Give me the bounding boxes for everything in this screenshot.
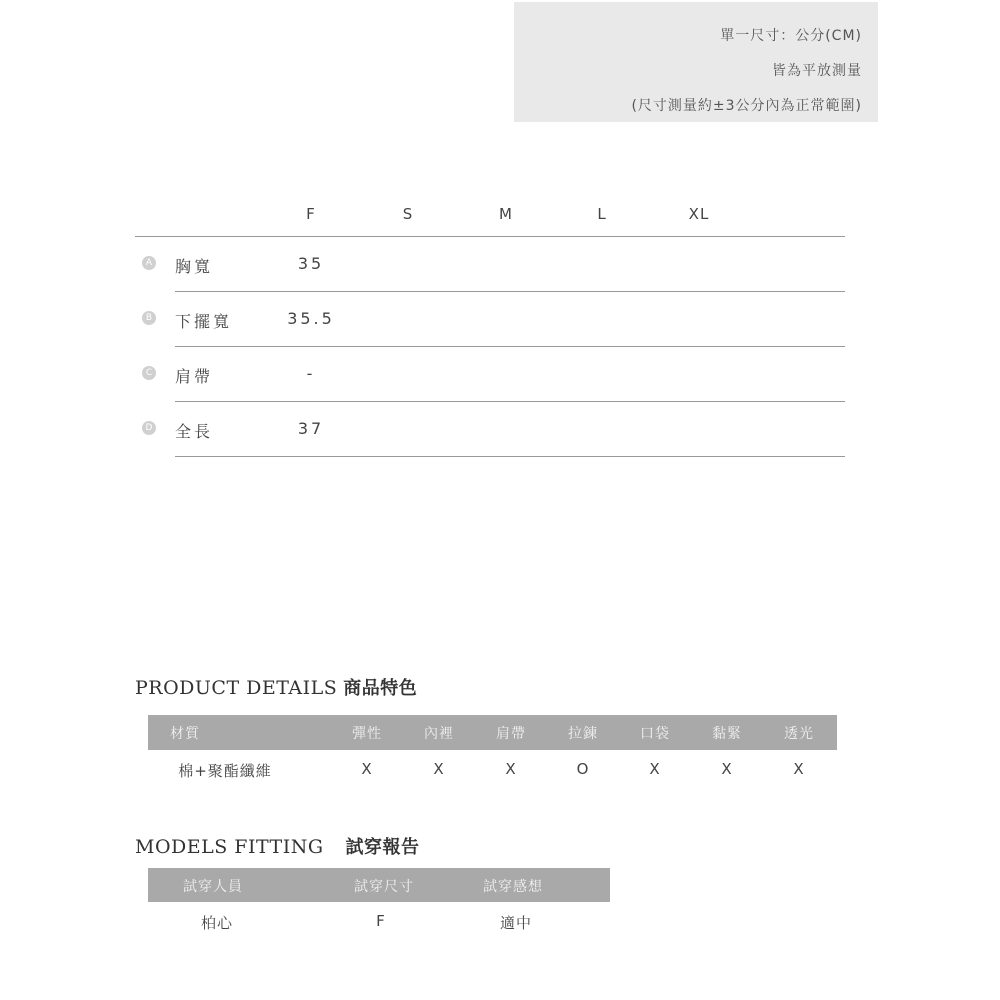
size-row-label: 全長 bbox=[175, 422, 214, 441]
product-details-title-en: PRODUCT DETAILS bbox=[135, 677, 338, 699]
product-details-title bbox=[135, 674, 417, 700]
fit-header-feedback: 試穿感想 bbox=[483, 879, 543, 895]
detail-value-sheer: X bbox=[793, 760, 805, 778]
size-row-strap bbox=[145, 347, 845, 402]
detail-value-material: 棉+聚酯纖維 bbox=[178, 762, 272, 780]
size-row-label: 下擺寬 bbox=[175, 312, 233, 331]
size-table-header bbox=[135, 195, 845, 237]
models-fitting-title-zh: 試穿報告 bbox=[345, 837, 420, 858]
detail-value-fit: X bbox=[721, 760, 733, 778]
note-method: 皆為平放測量 bbox=[772, 63, 862, 79]
detail-value-elasticity: X bbox=[361, 760, 373, 778]
detail-header-strap: 肩帶 bbox=[496, 726, 526, 742]
size-header-l: L bbox=[597, 205, 607, 223]
size-row-chest bbox=[145, 237, 845, 292]
models-fitting-title-en: MODELS FITTING bbox=[135, 836, 324, 858]
size-row-value: 37 bbox=[297, 419, 325, 438]
fit-header-size: 試穿尺寸 bbox=[354, 879, 414, 895]
detail-value-pocket: X bbox=[649, 760, 661, 778]
product-details-header bbox=[148, 715, 837, 750]
detail-header-material: 材質 bbox=[170, 726, 200, 742]
size-header-m: M bbox=[499, 205, 513, 223]
size-row-value: 35 bbox=[297, 254, 325, 273]
bullet-c-icon: C bbox=[142, 366, 156, 380]
detail-header-sheer: 透光 bbox=[784, 726, 814, 742]
note-unit: 單一尺寸：公分(CM) bbox=[720, 28, 862, 44]
size-header-s: S bbox=[402, 205, 414, 223]
size-header-f: F bbox=[306, 205, 316, 223]
size-row-hem bbox=[145, 292, 845, 347]
detail-value-lining: X bbox=[433, 760, 445, 778]
bullet-d-icon: D bbox=[142, 421, 156, 435]
bullet-a-icon: A bbox=[142, 256, 156, 270]
detail-value-zipper: O bbox=[576, 760, 590, 778]
detail-header-lining: 內裡 bbox=[424, 726, 454, 742]
note-tolerance: (尺寸測量約±3公分內為正常範圍) bbox=[631, 98, 862, 114]
measurement-note bbox=[514, 2, 878, 122]
size-row-label: 胸寬 bbox=[175, 257, 214, 276]
fit-value-model: 柏心 bbox=[200, 914, 234, 932]
size-row-value: - bbox=[306, 364, 316, 383]
size-row-label: 肩帶 bbox=[175, 367, 214, 386]
detail-value-strap: X bbox=[505, 760, 517, 778]
fit-value-feedback: 適中 bbox=[499, 914, 533, 932]
product-details-table bbox=[148, 715, 837, 786]
models-fitting-header bbox=[148, 868, 610, 902]
models-fitting-row bbox=[148, 902, 610, 938]
models-fitting-title bbox=[135, 833, 420, 859]
size-header-xl: XL bbox=[688, 205, 710, 223]
fit-header-model: 試穿人員 bbox=[183, 879, 243, 895]
detail-header-fit: 黏緊 bbox=[712, 726, 742, 742]
fit-value-size: F bbox=[376, 912, 386, 930]
detail-header-elasticity: 彈性 bbox=[352, 726, 382, 742]
product-details-row bbox=[148, 750, 837, 786]
bullet-b-icon: B bbox=[142, 311, 156, 325]
models-fitting-table bbox=[148, 868, 610, 938]
size-row-length bbox=[145, 402, 845, 457]
product-details-title-zh: 商品特色 bbox=[343, 678, 418, 699]
size-table bbox=[135, 195, 845, 457]
detail-header-zipper: 拉鍊 bbox=[568, 726, 598, 742]
size-row-value: 35.5 bbox=[287, 309, 335, 328]
detail-header-pocket: 口袋 bbox=[640, 726, 670, 742]
